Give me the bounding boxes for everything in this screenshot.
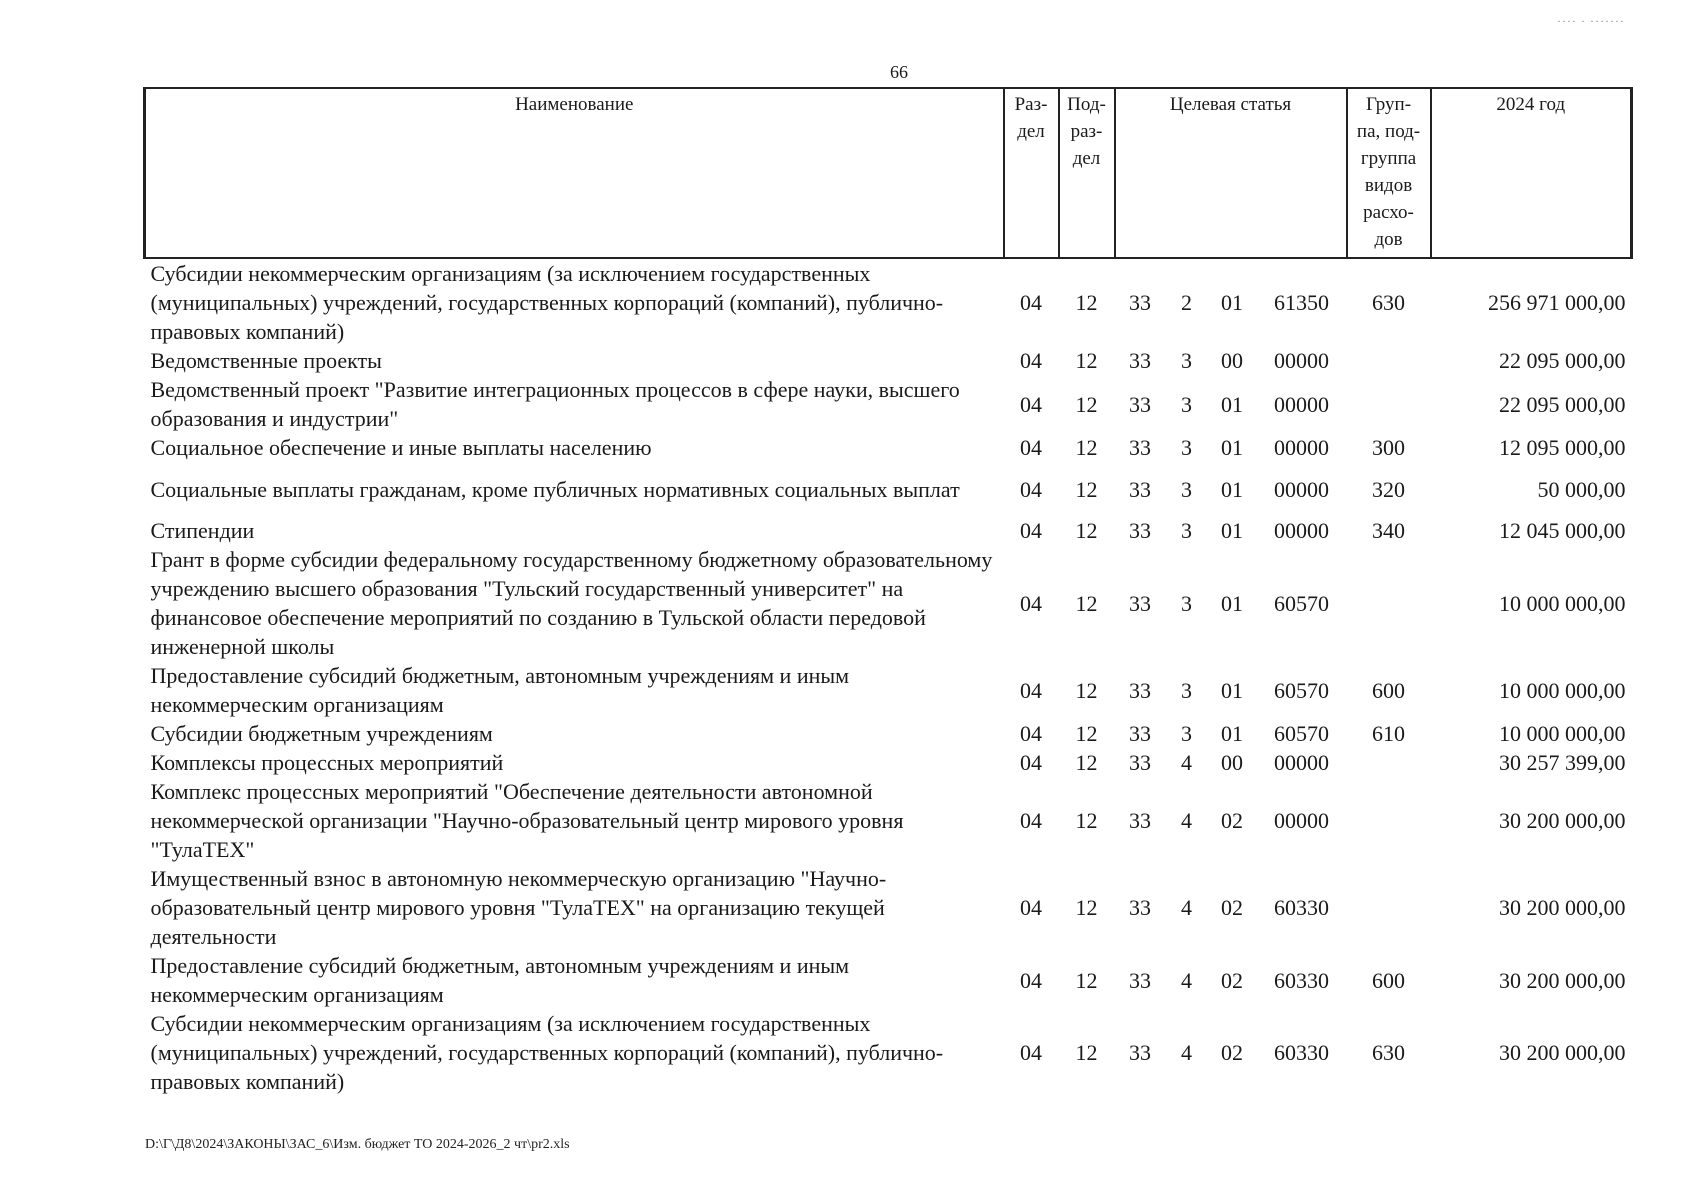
row-amount: 10 000 000,00	[1499, 590, 1626, 616]
row-amount: 22 095 000,00	[1499, 391, 1626, 417]
table-row	[145, 258, 1632, 346]
row-target-program: 33	[1129, 750, 1151, 775]
row-target-item: 01	[1221, 290, 1243, 315]
scan-mark: ···· · ·······	[1557, 14, 1625, 28]
row-podrazdel: 12	[1075, 808, 1098, 833]
header-target-article: Целевая статья	[1115, 88, 1347, 258]
row-name: Предоставление субсидий бюджетным, автономным учреждениям и иным некоммерческим организациям	[150, 953, 850, 1007]
row-target-item: 02	[1221, 895, 1243, 920]
row-target-direction: 00000	[1274, 750, 1330, 775]
table-row	[145, 516, 1632, 545]
table-row	[145, 545, 1632, 661]
row-target-program: 33	[1129, 895, 1151, 920]
row-target-item: 02	[1221, 1040, 1243, 1065]
row-target-item: 01	[1221, 435, 1243, 460]
row-target-item: 02	[1221, 967, 1243, 993]
row-target-item: 01	[1221, 677, 1243, 703]
header-razdel: Раз- дел	[1004, 88, 1059, 258]
row-target-item: 01	[1221, 590, 1243, 616]
row-podrazdel: 12	[1075, 391, 1098, 417]
row-razdel: 04	[1020, 348, 1042, 373]
row-target-item: 02	[1221, 808, 1243, 833]
row-target-type: 3	[1181, 590, 1192, 616]
row-podrazdel: 12	[1075, 750, 1098, 775]
header-podrazdel: Под- раз- дел	[1059, 88, 1115, 258]
table-row	[145, 719, 1632, 748]
row-target-item: 00	[1221, 750, 1243, 775]
row-razdel: 04	[1020, 476, 1042, 502]
row-podrazdel: 12	[1075, 435, 1098, 460]
row-razdel: 04	[1020, 721, 1042, 746]
row-podrazdel: 12	[1075, 721, 1098, 746]
row-target-program: 33	[1129, 391, 1151, 417]
row-target-program: 33	[1129, 290, 1151, 315]
row-amount: 10 000 000,00	[1499, 677, 1626, 703]
row-podrazdel: 12	[1075, 290, 1098, 315]
table-row	[145, 1009, 1632, 1096]
row-target-direction: 00000	[1274, 476, 1330, 502]
row-podrazdel: 12	[1075, 1040, 1098, 1065]
row-amount: 30 200 000,00	[1499, 808, 1626, 833]
row-expense-group: 600	[1372, 967, 1406, 993]
row-amount: 256 971 000,00	[1488, 290, 1626, 315]
row-target-item: 01	[1221, 391, 1243, 417]
row-podrazdel: 12	[1075, 895, 1098, 920]
row-razdel: 04	[1020, 967, 1042, 993]
row-target-type: 4	[1181, 895, 1192, 920]
row-expense-group: 630	[1372, 1040, 1406, 1065]
row-target-direction: 60570	[1274, 721, 1330, 746]
table-row	[145, 462, 1632, 516]
row-razdel: 04	[1020, 290, 1042, 315]
row-podrazdel: 12	[1075, 518, 1098, 543]
row-expense-group: 300	[1372, 435, 1406, 460]
table-row	[145, 433, 1632, 462]
row-target-program: 33	[1129, 808, 1151, 833]
row-target-type: 3	[1181, 721, 1192, 746]
row-amount: 30 200 000,00	[1499, 967, 1626, 993]
row-amount: 50 000,00	[1537, 476, 1626, 502]
row-razdel: 04	[1020, 895, 1042, 920]
row-amount: 12 045 000,00	[1499, 518, 1626, 543]
row-razdel: 04	[1020, 435, 1042, 460]
row-razdel: 04	[1020, 391, 1042, 417]
page-number: 66	[890, 62, 908, 82]
row-target-item: 01	[1221, 721, 1243, 746]
row-name: Социальное обеспечение и иные выплаты населению	[150, 435, 652, 460]
row-target-type: 3	[1181, 518, 1192, 543]
row-target-direction: 00000	[1274, 391, 1330, 417]
row-expense-group	[1347, 748, 1431, 777]
row-target-type: 3	[1181, 348, 1192, 373]
row-amount: 30 257 399,00	[1499, 750, 1626, 775]
row-name: Ведомственный проект "Развитие интеграционных процессов в сфере науки, высшего образования и индустрии"	[150, 377, 960, 431]
row-name: Субсидии некоммерческим организациям (за исключением государственных (муниципальных) учреждений, государственных корпораций (компаний), публично-правовых компаний)	[150, 1011, 944, 1094]
row-target-item: 01	[1221, 476, 1243, 502]
row-amount: 22 095 000,00	[1499, 348, 1626, 373]
table-body	[145, 258, 1632, 1096]
row-name: Ведомственные проекты	[150, 348, 382, 373]
row-target-type: 4	[1181, 750, 1192, 775]
footer-file-path: D:\Г\Д8\2024\ЗАКОНЫ\ЗАС_6\Изм. бюджет ТО 2024-2026_2 чт\pr2.xls	[145, 1137, 570, 1152]
row-target-program: 33	[1129, 476, 1151, 502]
row-razdel: 04	[1020, 518, 1042, 543]
row-target-direction: 60570	[1274, 590, 1330, 616]
row-target-program: 33	[1129, 518, 1151, 543]
row-expense-group	[1347, 864, 1431, 951]
header-name: Наименование	[145, 88, 1004, 258]
row-target-type: 4	[1181, 808, 1192, 833]
row-name: Социальные выплаты гражданам, кроме публичных нормативных социальных выплат	[150, 476, 960, 502]
row-expense-group	[1347, 777, 1431, 864]
table-header-row	[145, 88, 1632, 258]
row-amount: 30 200 000,00	[1499, 895, 1626, 920]
budget-table	[143, 87, 1633, 1096]
row-target-direction: 60570	[1274, 677, 1330, 703]
row-razdel: 04	[1020, 808, 1042, 833]
row-name: Предоставление субсидий бюджетным, автономным учреждениям и иным некоммерческим организациям	[150, 663, 850, 717]
row-amount: 12 095 000,00	[1499, 435, 1626, 460]
row-target-type: 2	[1181, 290, 1192, 315]
table-row	[145, 777, 1632, 864]
row-target-type: 3	[1181, 391, 1192, 417]
row-target-item: 01	[1221, 518, 1243, 543]
row-target-direction: 00000	[1274, 808, 1330, 833]
row-target-program: 33	[1129, 348, 1151, 373]
row-expense-group: 320	[1372, 476, 1406, 502]
row-podrazdel: 12	[1075, 967, 1098, 993]
row-target-program: 33	[1129, 677, 1151, 703]
row-expense-group	[1347, 375, 1431, 433]
row-target-direction: 61350	[1274, 290, 1330, 315]
row-target-direction: 60330	[1274, 967, 1330, 993]
row-amount: 10 000 000,00	[1499, 721, 1626, 746]
row-target-direction: 00000	[1274, 435, 1330, 460]
row-target-program: 33	[1129, 1040, 1151, 1065]
row-target-type: 4	[1181, 1040, 1192, 1065]
row-target-item: 00	[1221, 348, 1243, 373]
row-razdel: 04	[1020, 1040, 1042, 1065]
row-razdel: 04	[1020, 677, 1042, 703]
table-row	[145, 346, 1632, 375]
row-expense-group: 340	[1372, 518, 1406, 543]
row-target-direction: 00000	[1274, 518, 1330, 543]
row-target-direction: 60330	[1274, 895, 1330, 920]
row-expense-group: 630	[1372, 290, 1406, 315]
row-name: Имущественный взнос в автономную некоммерческую организацию "Научно-образовательный центр мирового уровня "ТулаТЕХ" на организацию текущей деятельности	[150, 866, 887, 949]
table-row	[145, 375, 1632, 433]
row-name: Комплекс процессных мероприятий "Обеспечение деятельности автономной некоммерческой организации "Научно-образовательный центр мирового уровня "ТулаТЕХ"	[150, 779, 904, 862]
table-row	[145, 661, 1632, 719]
row-podrazdel: 12	[1075, 677, 1098, 703]
row-podrazdel: 12	[1075, 348, 1098, 373]
header-expense-group: Груп- па, под- группа видов расхо- дов	[1347, 88, 1431, 258]
row-name: Стипендии	[150, 518, 255, 543]
row-expense-group: 600	[1372, 677, 1406, 703]
table-row	[145, 951, 1632, 1009]
row-name: Субсидии бюджетным учреждениям	[150, 721, 493, 746]
row-target-direction: 00000	[1274, 348, 1330, 373]
row-razdel: 04	[1020, 590, 1042, 616]
row-target-program: 33	[1129, 590, 1151, 616]
row-target-program: 33	[1129, 721, 1151, 746]
row-target-type: 3	[1181, 476, 1192, 502]
table-row	[145, 748, 1632, 777]
row-name: Субсидии некоммерческим организациям (за исключением государственных (муниципальных) учреждений, государственных корпораций (компаний), публично-правовых компаний)	[150, 261, 944, 344]
row-name: Грант в форме субсидии федеральному государственному бюджетному образовательному учреждению высшего образования "Тульский государственный университет" на финансовое обеспечение мероприятий по созданию в Тульской области передовой инженерной школы	[150, 547, 993, 659]
row-razdel: 04	[1020, 750, 1042, 775]
row-amount: 30 200 000,00	[1499, 1040, 1626, 1065]
row-target-program: 33	[1129, 435, 1151, 460]
row-expense-group: 610	[1372, 721, 1406, 746]
table-row	[145, 864, 1632, 951]
row-target-direction: 60330	[1274, 1040, 1330, 1065]
row-target-program: 33	[1129, 967, 1151, 993]
row-podrazdel: 12	[1075, 590, 1098, 616]
row-name: Комплексы процессных мероприятий	[150, 750, 504, 775]
row-expense-group	[1347, 346, 1431, 375]
row-target-type: 3	[1181, 677, 1192, 703]
header-year-2024: 2024 год	[1431, 88, 1632, 258]
row-podrazdel: 12	[1075, 476, 1098, 502]
row-expense-group	[1347, 545, 1431, 661]
row-target-type: 3	[1181, 435, 1192, 460]
row-target-type: 4	[1181, 967, 1192, 993]
